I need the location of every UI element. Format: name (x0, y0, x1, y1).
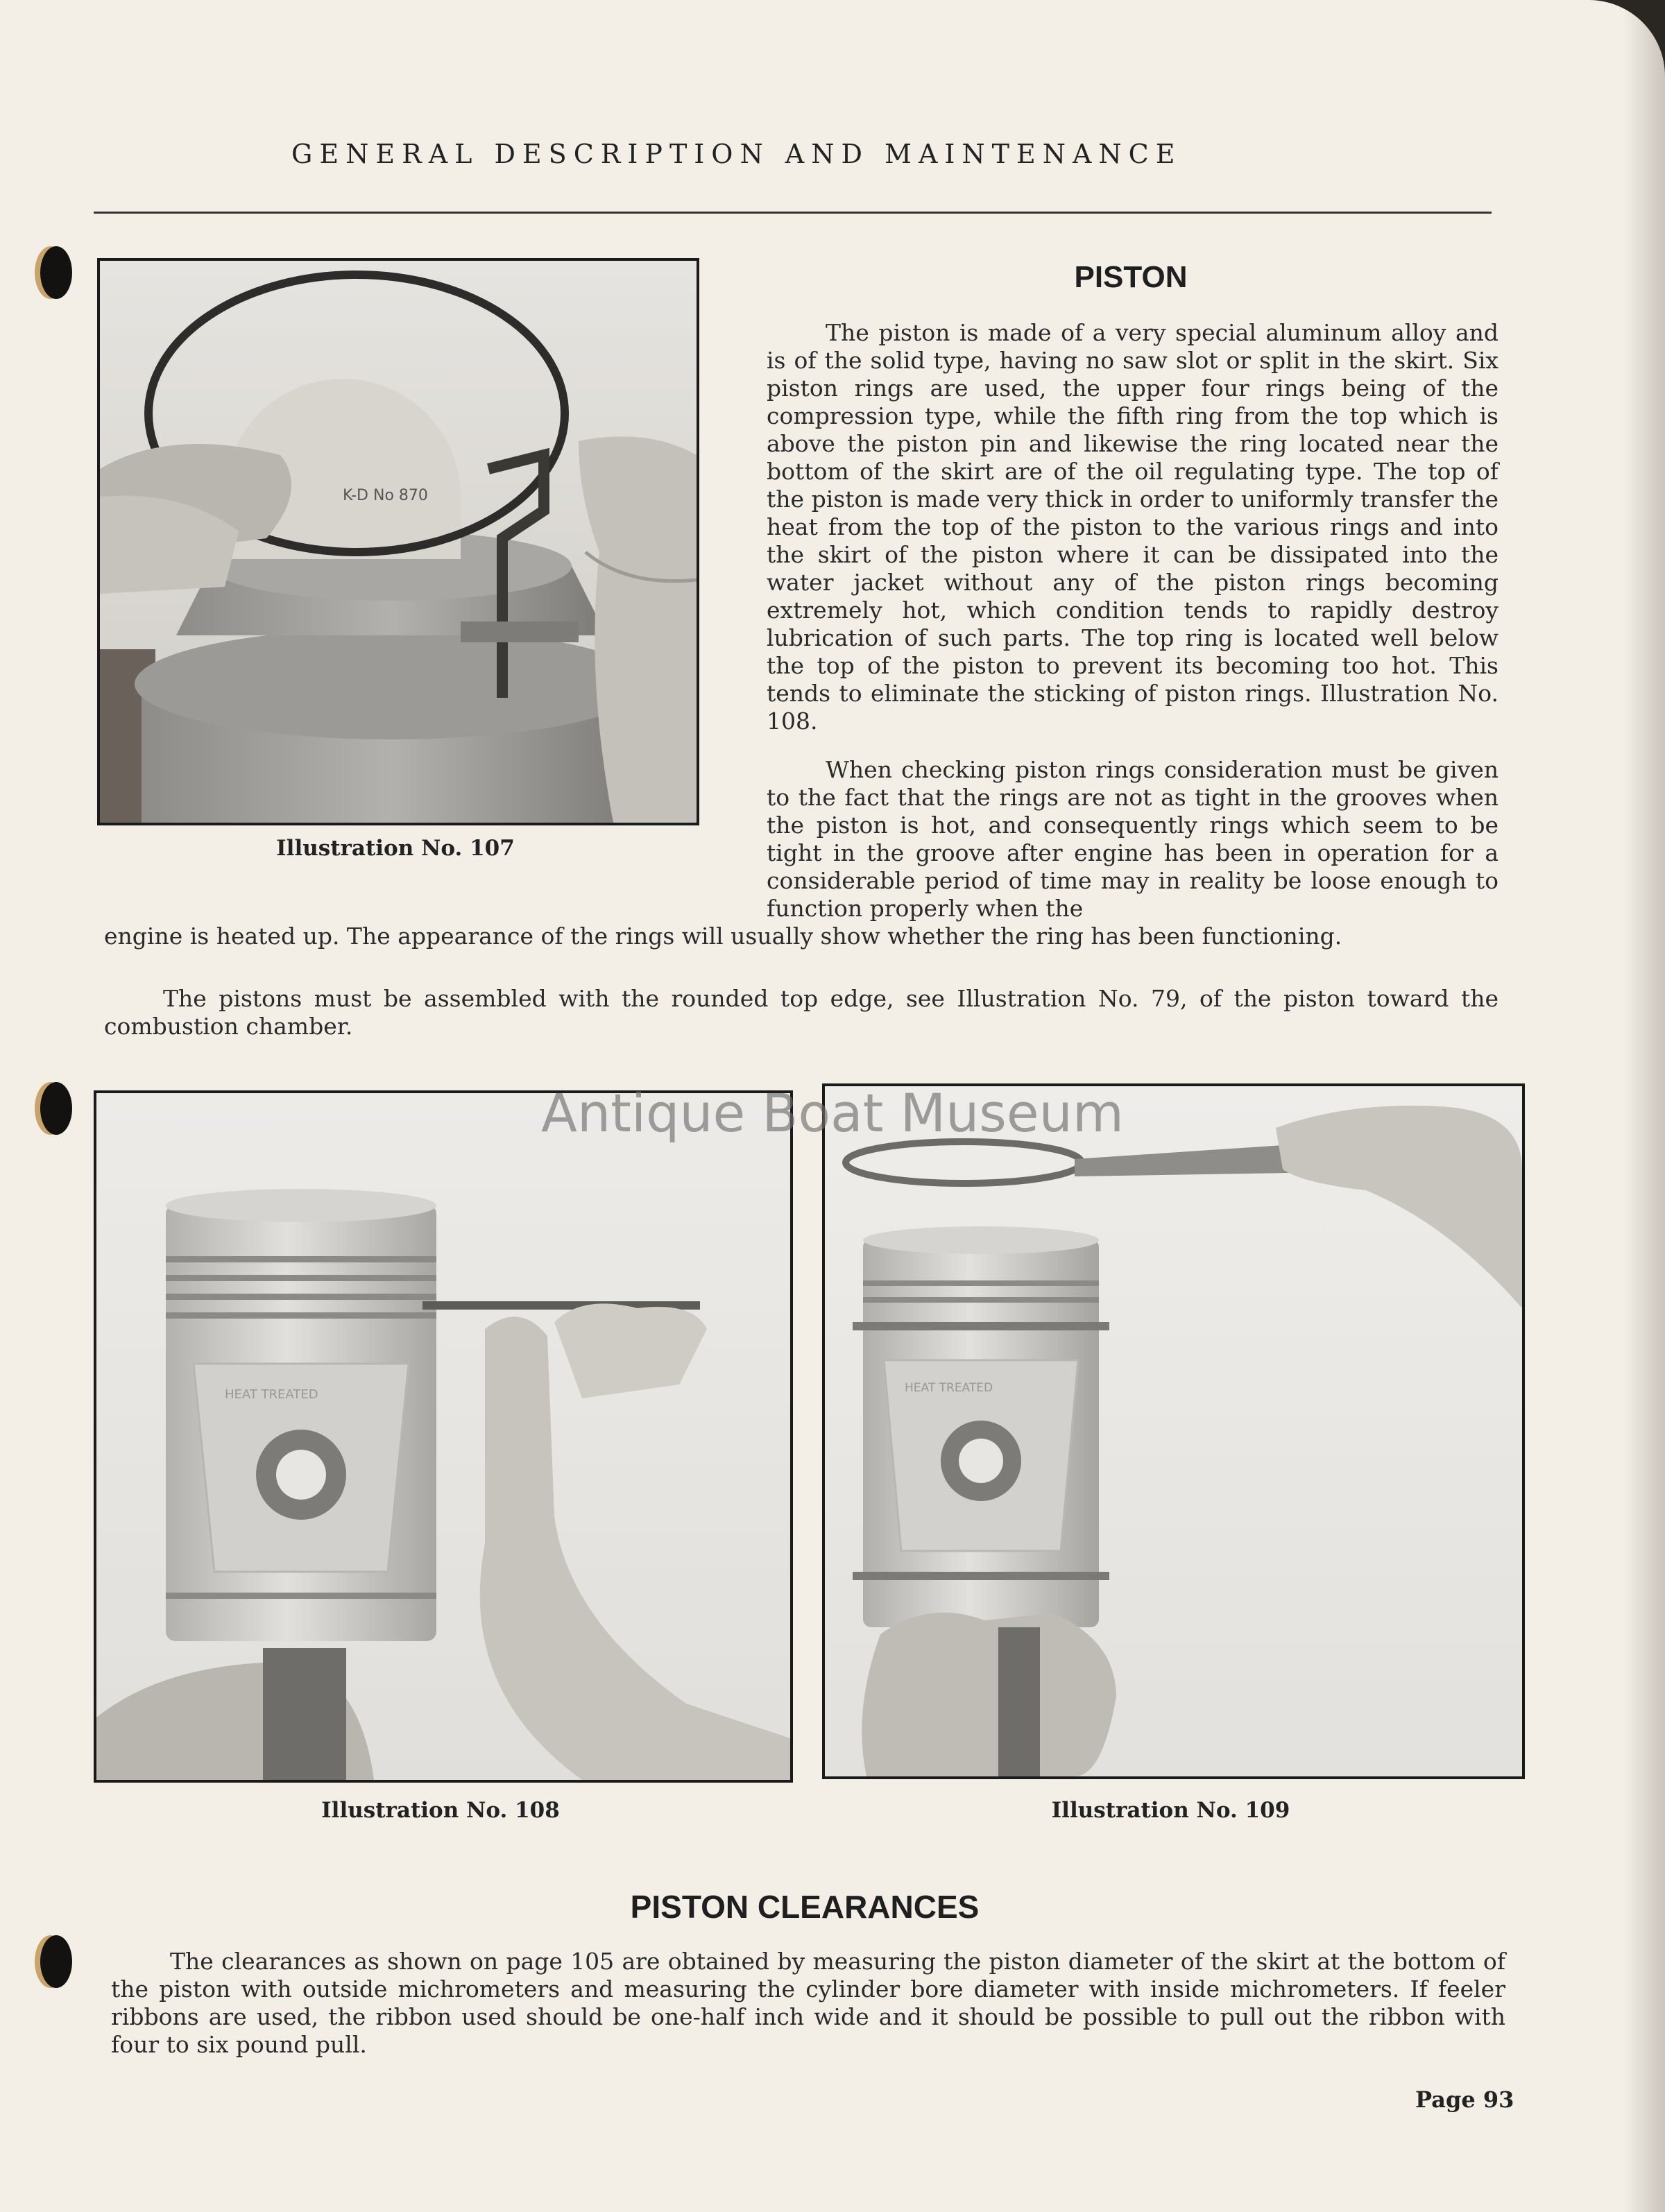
ring-expander-photo-graphic (100, 261, 697, 823)
illustration-109-photo (822, 1083, 1525, 1779)
piston-stamp-text: HEAT TREATED (225, 1387, 318, 1402)
ring-installer-photo-graphic (825, 1086, 1522, 1776)
page-edge-shadow (1623, 0, 1665, 2212)
feeler-gauge-photo-graphic (96, 1093, 790, 1780)
header-rule (94, 212, 1492, 214)
piston-paragraph-2: When checking piston rings consideration must be given to the fact that the rings are not as tight in the grooves when the piston is hot, and consequently rings which seem to be tight in the groove after engine has been in operation for a considerable period of time may in reality be loose enough to function properly when the (767, 756, 1498, 922)
piston-paragraph-1: The piston is made of a very special aluminum alloy and is of the solid type, having no saw slot or split in the skirt. Six piston rings are used, the upper four rings being of the compression type, while the fifth ring from the top which is above the piston pin and likewise the ring located near the bottom of the skirt are of the oil regulating type. The top of the piston is made very thick in order to uniformly transfer the heat from the top of the piston to the various rings and into the skirt of the piston where it can be dissipated into the water jacket without any of the piston rings becoming extremely hot, which condition tends to rapidly destroy lubrication of such parts. The top ring is located well below the top of the piston to prevent its becoming too hot. This tends to eliminate the sticking of piston rings. Illustration No. 108. (767, 319, 1498, 735)
binder-hole-top (40, 246, 72, 299)
piston-clearances-heading: PISTON CLEARANCES (630, 1889, 980, 1925)
piston-heading: PISTON (1074, 260, 1188, 294)
binder-hole-bottom (40, 1935, 72, 1988)
illustration-108-caption: Illustration No. 108 (321, 1798, 560, 1823)
binder-hole-middle (40, 1082, 72, 1135)
museum-watermark: Antique Boat Museum (541, 1082, 1124, 1144)
illustration-107-photo (97, 258, 699, 825)
tool-label-text: K-D No 870 (343, 487, 428, 504)
piston-paragraph-2-continued: engine is heated up. The appearance of the rings will usually show whether the ring has been functioning. (104, 923, 1342, 950)
illustration-107-caption: Illustration No. 107 (276, 836, 515, 861)
illustration-109-caption: Illustration No. 109 (1051, 1798, 1290, 1823)
running-header: GENERAL DESCRIPTION AND MAINTENANCE (291, 139, 1182, 169)
piston-clearances-paragraph: The clearances as shown on page 105 are obtained by measuring the piston diameter of the skirt at the bottom of the piston with outside michrometers and measuring the cylinder bore diameter with inside michrometers. If feeler ribbons are used, the ribbon used should be one-half inch wide and it should be possible to pull out the ribbon with four to six pound pull. (111, 1948, 1505, 2058)
piston-stamp-text: HEAT TREATED (905, 1381, 993, 1395)
illustration-108-photo (94, 1090, 793, 1783)
piston-paragraph-3: The pistons must be assembled with the rounded top edge, see Illustration No. 79, of the piston toward the combustion chamber. (104, 985, 1498, 1040)
page-number: Page 93 (1415, 2086, 1514, 2113)
